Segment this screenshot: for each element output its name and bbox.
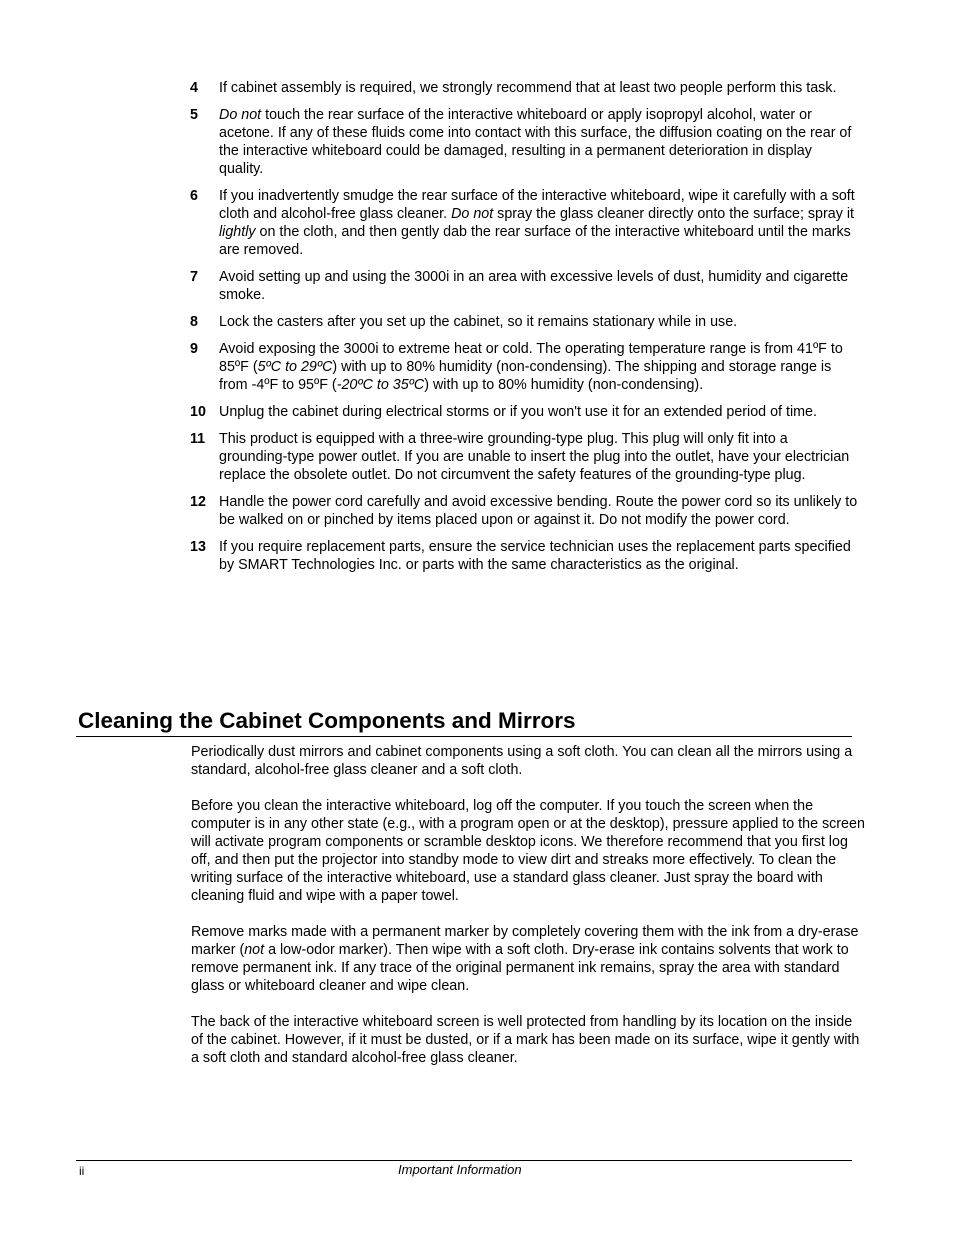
emphasis-text: 5ºC to 29ºC <box>257 359 333 375</box>
text-run: spray the glass cleaner directly onto the surface; spray it <box>493 206 854 222</box>
text-run: Before you clean the interactive whiteboard, log off the computer. If you touch the screen when the computer is in any other state (e.g., with a program open or at the desktop), pressure applied to the screen will activate program components or scramble desktop icons. We therefore recommend that you first log off, and then put the projector into standby mode to view dirt and streaks more effectively. To clean the writing surface of the interactive whiteboard, use a standard glass cleaner. Just spray the board with cleaning fluid and wipe with a paper towel. <box>191 798 865 904</box>
item-number: 13 <box>190 539 206 555</box>
item-text <box>219 79 860 97</box>
text-run: on the cloth, and then gently dab the rear surface of the interactive whiteboard until the marks are removed. <box>219 224 851 258</box>
item-number: 7 <box>190 269 198 285</box>
text-run: The back of the interactive whiteboard screen is well protected from handling by its location on the inside of the cabinet. However, if it must be dusted, or if a mark has been made on its surface, wipe it gently with a soft cloth and standard alcohol-free glass cleaner. <box>191 1014 860 1066</box>
item-text <box>219 187 860 259</box>
text-run: Avoid setting up and using the 3000i in an area with excessive levels of dust, humidity and cigarette smoke. <box>219 269 849 303</box>
item-text <box>219 493 860 529</box>
item-number: 12 <box>190 494 206 510</box>
list-item <box>190 79 860 97</box>
text-run: a low-odor marker). Then wipe with a soft cloth. Dry-erase ink contains solvents that work to remove permanent ink. If any trace of the original permanent ink remains, spray the area with standard glass or whiteboard cleaner and wipe clean. <box>191 942 849 994</box>
item-number: 10 <box>190 404 206 420</box>
text-run: If cabinet assembly is required, we strongly recommend that at least two people perform this task. <box>219 80 837 96</box>
item-text <box>219 340 860 394</box>
text-run: If you require replacement parts, ensure the service technician uses the replacement parts specified by SMART Technologies Inc. or parts with the same characteristics as the original. <box>219 539 851 573</box>
section-body <box>191 743 866 1085</box>
body-paragraph <box>191 743 866 779</box>
text-run: Periodically dust mirrors and cabinet components using a soft cloth. You can clean all the mirrors using a standard, alcohol-free glass cleaner and a soft cloth. <box>191 744 853 778</box>
body-paragraph <box>191 797 866 905</box>
list-item <box>190 268 860 304</box>
item-number: 4 <box>190 80 198 96</box>
emphasis-text: Do not <box>451 206 494 222</box>
list-item <box>190 340 860 394</box>
text-run: ) with up to 80% humidity (non-condensing). The shipping and storage range is from -4ºF to 95ºF ( <box>219 359 832 393</box>
section-heading: Cleaning the Cabinet Components and Mirrors <box>78 708 576 733</box>
list-item <box>190 403 860 421</box>
list-item <box>190 538 860 574</box>
item-number: 6 <box>190 188 198 204</box>
text-run: If you inadvertently smudge the rear surface of the interactive whiteboard, wipe it carefully with a soft cloth and alcohol-free glass cleaner. <box>219 188 855 222</box>
text-run: Lock the casters after you set up the cabinet, so it remains stationary while in use. <box>219 314 738 330</box>
emphasis-text: lightly <box>219 224 256 240</box>
item-text <box>219 430 860 484</box>
item-text <box>219 403 860 421</box>
footer-title: Important Information <box>398 1162 522 1177</box>
text-run: touch the rear surface of the interactive whiteboard or apply isopropyl alcohol, water or acetone. If any of these fluids come into contact with this surface, the diffusion coating on the rear of the interactive whiteboard could be damaged, resulting in a permanent deterioration in display quality. <box>219 107 852 177</box>
item-text <box>219 313 860 331</box>
text-run: Unplug the cabinet during electrical storms or if you won't use it for an extended period of time. <box>219 404 817 420</box>
text-run: ) with up to 80% humidity (non-condensing). <box>424 377 704 393</box>
text-run: Remove marks made with a permanent marker by completely covering them with the ink from a dry-erase marker ( <box>191 924 859 958</box>
text-run: This product is equipped with a three-wire grounding-type plug. This plug will only fit into a grounding-type power outlet. If you are unable to insert the plug into the outlet, have your electrician replace the obsolete outlet. Do not circumvent the safety features of the grounding-type plug. <box>219 431 850 483</box>
safety-list <box>190 79 860 583</box>
list-item <box>190 430 860 484</box>
list-item <box>190 493 860 529</box>
list-item <box>190 187 860 259</box>
item-number: 8 <box>190 314 198 330</box>
body-paragraph <box>191 923 866 995</box>
list-item <box>190 313 860 331</box>
emphasis-text: not <box>244 942 265 958</box>
page-number: ii <box>79 1164 85 1178</box>
item-number: 11 <box>190 431 206 447</box>
list-item <box>190 106 860 178</box>
text-run: Handle the power cord carefully and avoid excessive bending. Route the power cord so its unlikely to be walked on or pinched by items placed upon or against it. Do not modify the power cord. <box>219 494 858 528</box>
item-number: 5 <box>190 107 198 123</box>
body-paragraph <box>191 1013 866 1067</box>
footer-rule <box>76 1160 852 1161</box>
item-text <box>219 106 860 178</box>
item-number: 9 <box>190 341 198 357</box>
heading-rule <box>76 736 852 737</box>
item-text <box>219 268 860 304</box>
text-run: Avoid exposing the 3000i to extreme heat or cold. The operating temperature range is from 41ºF to 85ºF ( <box>219 341 843 375</box>
emphasis-text: Do not <box>219 107 262 123</box>
emphasis-text: -20ºC to 35ºC <box>336 377 425 393</box>
item-text <box>219 538 860 574</box>
